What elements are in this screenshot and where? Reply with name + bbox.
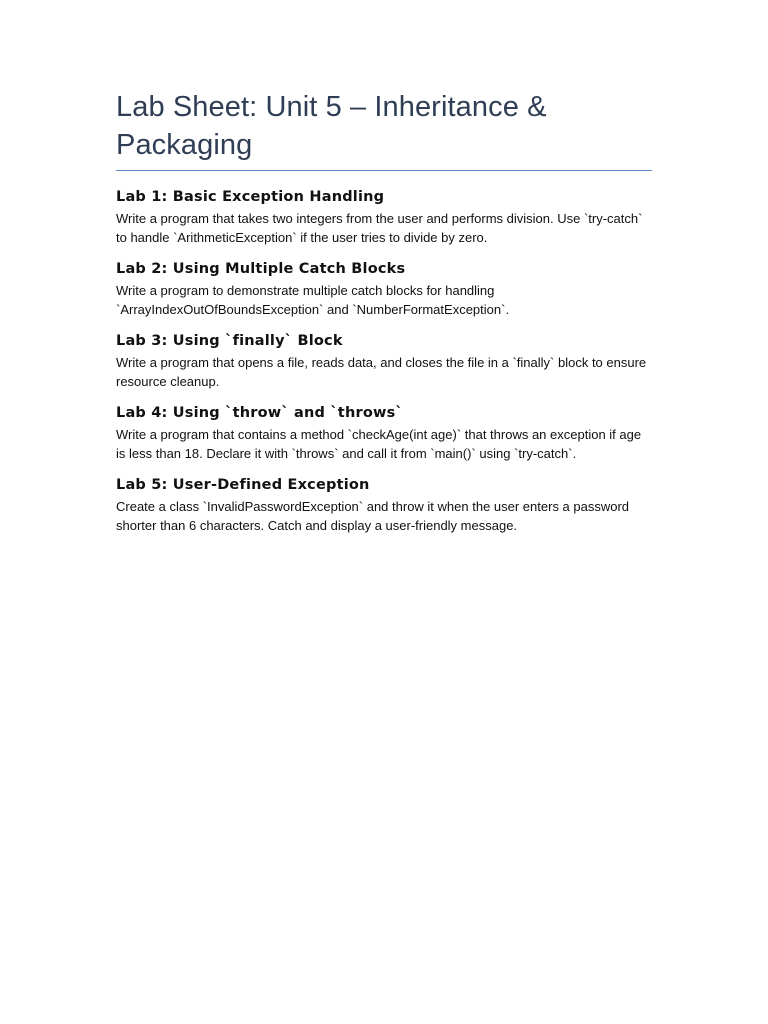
lab-section-4 (116, 403, 652, 463)
page-title: Lab Sheet: Unit 5 – Inheritance & Packaging (116, 88, 652, 171)
lab-description: Write a program that takes two integers from the user and performs division. Use `try-catch` to handle `ArithmeticException` if the user tries to divide by zero. (116, 211, 643, 245)
lab-section-5 (116, 475, 652, 535)
lab-list (116, 187, 652, 535)
lab-heading: Lab 3: Using `finally` Block (116, 333, 343, 349)
lab-section-2 (116, 259, 652, 319)
lab-description: Create a class `InvalidPasswordException` and throw it when the user enters a password shorter than 6 characters. Catch and display a user-friendly message. (116, 499, 630, 533)
lab-heading: Lab 5: User-Defined Exception (116, 477, 370, 493)
lab-heading: Lab 1: Basic Exception Handling (116, 189, 385, 205)
lab-heading: Lab 2: Using Multiple Catch Blocks (116, 261, 406, 277)
lab-description: Write a program that opens a file, reads data, and closes the file in a `finally` block to ensure resource cleanup. (116, 355, 647, 389)
lab-section-1 (116, 187, 652, 247)
lab-heading: Lab 4: Using `throw` and `throws` (116, 405, 403, 421)
lab-section-3 (116, 331, 652, 391)
document-page (116, 88, 652, 547)
lab-description: Write a program that contains a method `checkAge(int age)` that throws an exception if age is less than 18. Declare it with `throws` and call it from `main()` using `try-catch`. (116, 427, 642, 461)
lab-description: Write a program to demonstrate multiple catch blocks for handling `ArrayIndexOutOfBoundsException` and `NumberFormatException`. (116, 283, 510, 317)
